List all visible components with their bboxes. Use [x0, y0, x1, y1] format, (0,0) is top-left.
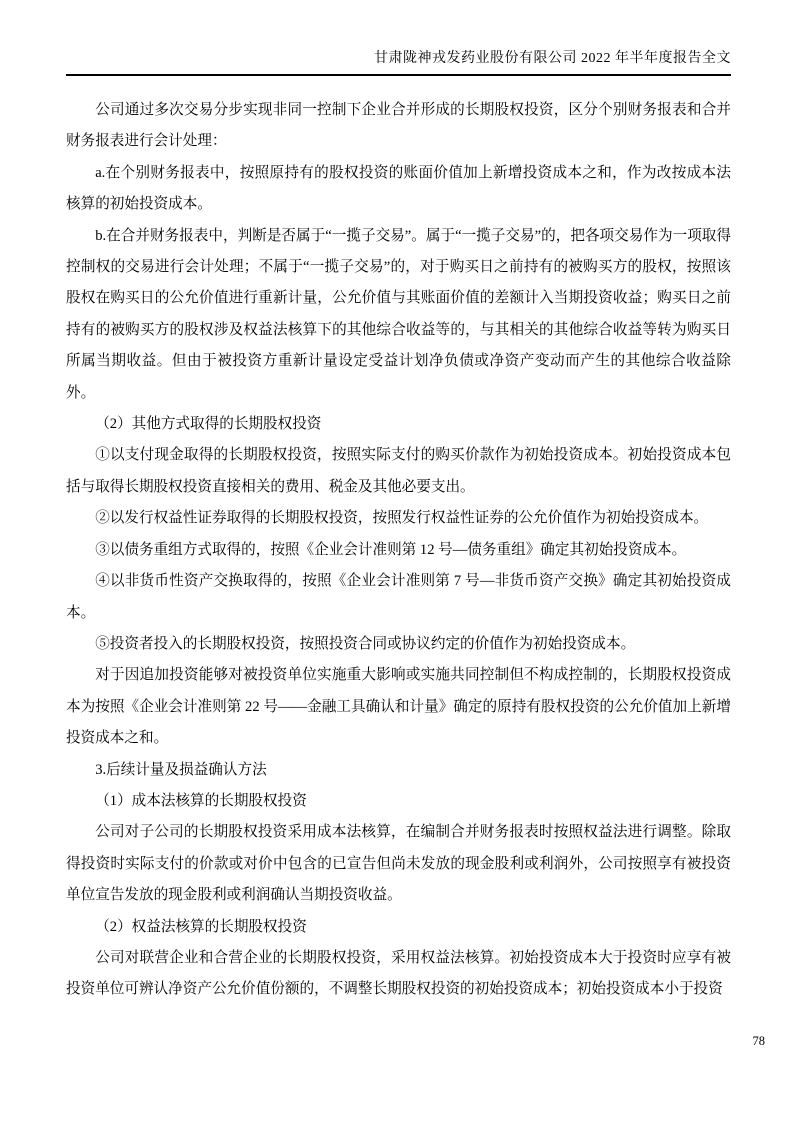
paragraph: ②以发行权益性证券取得的长期股权投资，按照发行权益性证券的公允价值作为初始投资成本。	[95, 510, 709, 527]
paragraph: ⑤投资者投入的长期股权投资，按照投资合同或协议约定的价值作为初始投资成本。	[95, 635, 636, 652]
paragraph: 对于因追加投资能够对被投资单位实施重大影响或实施共同控制但不构成控制的，长期股权投资成本为按照《企业会计准则第 22 号——金融工具确认和计量》确定的原持有股权投资的公允价值加上新增投资成本之和。	[66, 667, 731, 747]
document-body	[66, 95, 731, 1006]
page-header	[66, 50, 731, 76]
section-heading: （2）其他方式取得的长期股权投资	[95, 416, 322, 433]
paragraph: ④以非货币性资产交换取得的，按照《企业会计准则第 7 号—非货币资产交换》确定其初始投资成本。	[66, 573, 731, 621]
paragraph: ①以支付现金取得的长期股权投资，按照实际支付的购买价款作为初始投资成本。初始投资成本包括与取得长期股权投资直接相关的费用、税金及其他必要支出。	[66, 447, 731, 495]
paragraph: 公司对联营企业和合营企业的长期股权投资，采用权益法核算。初始投资成本大于投资时应享有被投资单位可辨认净资产公允价值份额的，不调整长期股权投资的初始投资成本；初始投资成本小于投资	[66, 949, 731, 998]
paragraph: ③以债务重组方式取得的，按照《企业会计准则第 12 号—债务重组》确定其初始投资成本。	[95, 541, 687, 558]
paragraph: 公司对子公司的长期股权投资采用成本法核算，在编制合并财务报表时按照权益法进行调整。除取得投资时实际支付的价款或对价中包含的已宣告但尚未发放的现金股利或利润外，公司按照享有被投资单位宣告发放的现金股利或利润确认当期投资收益。	[66, 824, 731, 904]
section-heading: （2）权益法核算的长期股权投资	[95, 918, 307, 935]
report-title: 甘肃陇神戎发药业股份有限公司 2022 年半年度报告全文	[374, 51, 731, 66]
paragraph: b.在合并财务报表中，判断是否属于“一揽子交易”。属于“一揽子交易”的，把各项交易作为一项取得控制权的交易进行会计处理；不属于“一揽子交易”的，对于购买日之前持有的被购买方的股权，按照该股权在购买日的公允价值进行重新计量，公允价值与其账面价值的差额计入当期投资收益；购买日之前持有的被购买方的股权涉及权益法核算下的其他综合收益等的，与其相关的其他综合收益等转为购买日所属当期收益。但由于被投资方重新计量设定受益计划净负债或净资产变动而产生的其他综合收益除外。	[66, 227, 731, 401]
section-heading: 3.后续计量及损益确认方法	[95, 761, 267, 778]
paragraph: 公司通过多次交易分步实现非同一控制下企业合并形成的长期股权投资，区分个别财务报表和合并财务报表进行会计处理：	[66, 102, 731, 150]
section-heading: （1）成本法核算的长期股权投资	[95, 792, 307, 809]
page-number: 78	[752, 1034, 765, 1048]
paragraph: a.在个别财务报表中，按照原持有的股权投资的账面价值加上新增投资成本之和，作为改按成本法核算的初始投资成本。	[66, 164, 731, 213]
